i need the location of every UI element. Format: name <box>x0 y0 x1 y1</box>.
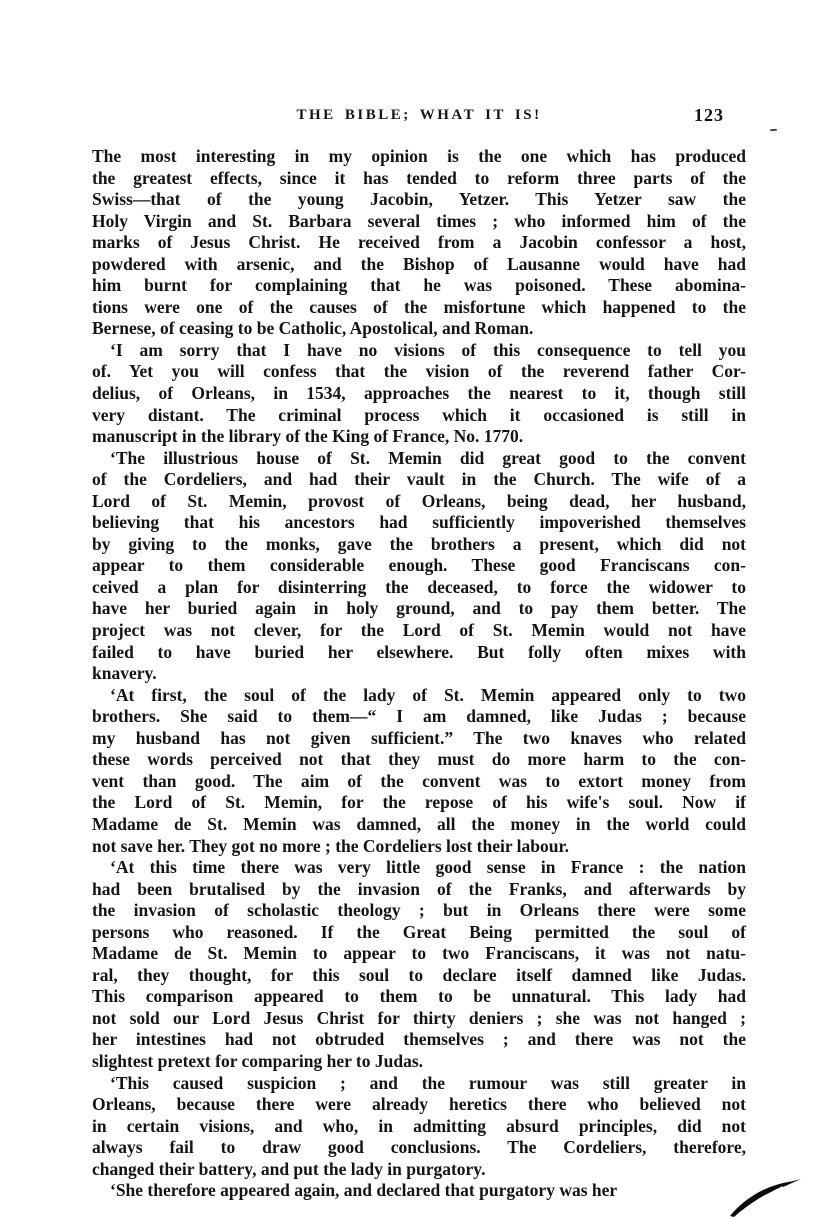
text-line: ‘She therefore appeared again, and declared that purgatory was her <box>110 1180 618 1201</box>
text-line: very distant. The criminal process which it occasioned is still in <box>92 404 746 425</box>
page-body <box>92 146 746 1202</box>
text-line: Lord of St. Memin, provost of Orleans, being dead, her husband, <box>92 490 746 511</box>
text-line: Holy Virgin and St. Barbara several times ; who informed him of the <box>92 210 746 231</box>
text-line: the Lord of St. Memin, for the repose of his wife's soul. Now if <box>92 792 746 813</box>
text-line: the invasion of scholastic theology ; but in Orleans there were some <box>92 900 746 921</box>
text-line: always fail to draw good conclusions. The Cordeliers, therefore, <box>92 1137 746 1158</box>
text-line: powdered with arsenic, and the Bishop of Lausanne would have had <box>92 253 746 274</box>
text-line: persons who reasoned. If the Great Being permitted the soul of <box>92 921 746 942</box>
text-line: The most interesting in my opinion is the one which has produced <box>92 146 746 166</box>
text-line: ‘The illustrious house of St. Memin did great good to the convent <box>110 447 746 468</box>
text-line: ceived a plan for disinterring the deceased, to force the widower to <box>92 576 746 597</box>
scan-speck <box>770 129 777 131</box>
text-line: had been brutalised by the invasion of the Franks, and afterwards by <box>92 878 746 899</box>
text-line: my husband has not given sufficient.” The two knaves who related <box>92 727 746 748</box>
text-line: not save her. They got no more ; the Cordeliers lost their labour. <box>92 835 570 856</box>
running-header <box>92 107 746 129</box>
text-line: these words perceived not that they must do more harm to the con- <box>92 749 746 770</box>
text-line: ‘At first, the soul of the lady of St. Memin appeared only to two <box>110 684 746 705</box>
text-line: marks of Jesus Christ. He received from a Jacobin confessor a host, <box>92 232 746 253</box>
page-number: 123 <box>694 105 724 125</box>
text-line: This comparison appeared to them to be unnatural. This lady had <box>92 986 746 1007</box>
text-line: him burnt for complaining that he was poisoned. These abomina- <box>92 275 746 296</box>
text-line: changed their battery, and put the lady in purgatory. <box>92 1158 486 1179</box>
text-line: project was not clever, for the Lord of St. Memin would not have <box>92 620 746 641</box>
text-line: not sold our Lord Jesus Christ for thirty deniers ; she was not hanged ; <box>92 1007 746 1028</box>
text-line: the greatest effects, since it has tended to reform three parts of the <box>92 167 746 188</box>
text-line: Bernese, of ceasing to be Catholic, Apostolical, and Roman. <box>92 318 534 339</box>
text-line: ‘At this time there was very little good sense in France : the nation <box>110 857 746 878</box>
text-line: manuscript in the library of the King of France, No. 1770. <box>92 426 524 447</box>
text-line: tions were one of the causes of the misfortune which happened to the <box>92 296 746 317</box>
text-line: Orleans, because there were already heretics there who believed not <box>92 1094 746 1115</box>
text-line: in certain visions, and who, in admitting absurd principles, did not <box>92 1115 746 1136</box>
text-line: ‘I am sorry that I have no visions of this consequence to tell you <box>110 339 746 360</box>
text-line: by giving to the monks, gave the brothers a present, which did not <box>92 533 746 554</box>
text-line: her intestines had not obtruded themselves ; and there was not the <box>92 1029 746 1050</box>
text-line: delius, of Orleans, in 1534, approaches the nearest to it, though still <box>92 383 746 404</box>
text-line: brothers. She said to them—“ I am damned, like Judas ; because <box>92 706 746 727</box>
ink-smudge <box>724 1176 804 1220</box>
text-line: appear to them considerable enough. These good Franciscans con- <box>92 555 746 576</box>
text-line: knavery. <box>92 663 157 684</box>
text-line: Madame de St. Memin to appear to two Franciscans, it was not natu- <box>92 943 746 964</box>
text-line: failed to have buried her elsewhere. But folly often mixes with <box>92 641 746 662</box>
text-line: of. Yet you will confess that the vision of the reverend father Cor- <box>92 361 746 382</box>
text-line: Madame de St. Memin was damned, all the money in the world could <box>92 813 746 834</box>
text-line: ral, they thought, for this soul to declare itself damned like Judas. <box>92 964 746 985</box>
text-line: believing that his ancestors had sufficiently impoverished themselves <box>92 512 746 533</box>
text-line: of the Cordeliers, and had their vault in the Church. The wife of a <box>92 469 746 490</box>
text-line: slightest pretext for comparing her to Judas. <box>92 1050 424 1071</box>
text-line: have her buried again in holy ground, and to pay them better. The <box>92 598 746 619</box>
text-line: vent than good. The aim of the convent was to extort money from <box>92 770 746 791</box>
text-line: Swiss—that of the young Jacobin, Yetzer. This Yetzer saw the <box>92 189 746 210</box>
header-title: THE BIBLE; WHAT IT IS! <box>296 107 542 123</box>
text-line: ‘This caused suspicion ; and the rumour was still greater in <box>110 1072 746 1093</box>
